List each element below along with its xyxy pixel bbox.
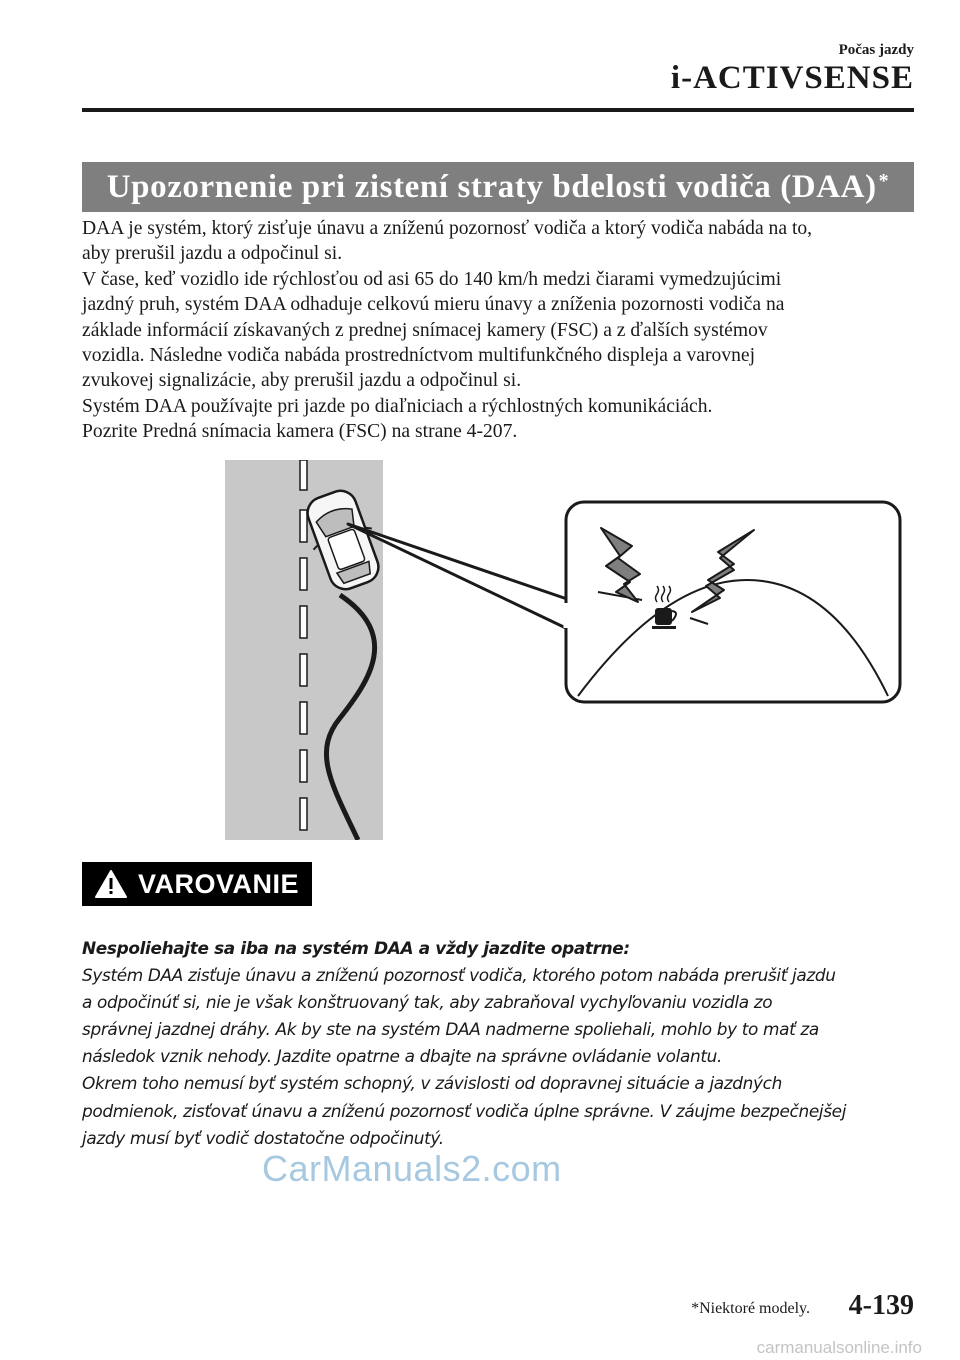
warning-line: správnej jazdnej dráhy. Ak by ste na systém DAA nadmerne spoliehali, mohlo by to mať za <box>82 1019 819 1040</box>
warning-line: jazdy musí byť vodič dostatočne odpočinutý. <box>82 1127 444 1148</box>
page-number: 4-139 <box>848 1290 914 1321</box>
body-line: aby prerušil jazdu a odpočinul si. <box>82 243 343 265</box>
warning-line: následok vznik nehody. Jazdite opatrne a dbajte na správne ovládanie volantu. <box>82 1046 722 1067</box>
section-title-banner <box>82 162 914 212</box>
warning-triangle-icon <box>94 869 128 899</box>
body-line: V čase, keď vozidlo ide rýchlosťou od asi 65 do 140 km/h medzi čiarami vymedzujúcimi <box>82 268 782 290</box>
body-line: vozidla. Následne vodiča nabáda prostredníctvom multifunkčného displeja a varovnej <box>82 345 756 367</box>
body-line: jazdný pruh, systém DAA odhaduje celkovú mieru únavy a zníženia pozornosti vodiča na <box>82 294 785 316</box>
warning-text <box>82 935 922 1152</box>
body-text <box>82 216 914 445</box>
daa-illustration <box>220 460 920 840</box>
body-line: Systém DAA používajte pri jazde po diaľniciach a rýchlostných komunikáciách. <box>82 395 713 417</box>
section-title: Upozornenie pri zistení straty bdelosti vodiča (DAA) <box>106 168 877 205</box>
warning-line: podmienok, zisťovať únavu a zníženú pozornosť vodiča úplne správne. V záujme bezpečnejšej <box>82 1100 847 1121</box>
body-line: zvukovej signalizácie, aby prerušil jazdu a odpočinul si. <box>82 370 522 392</box>
footnote-mark: * <box>878 169 890 192</box>
chapter-title: i-ACTIVSENSE <box>670 60 914 96</box>
warning-line: a odpočinúť si, nie je však konštruovaný tak, aby zabraňoval vychyľovaniu vozidla zo <box>82 992 773 1013</box>
warning-line: Systém DAA zisťuje únavu a zníženú pozornosť vodiča, ktorého potom nabáda prerušiť jazdu <box>82 965 836 986</box>
header-rule <box>82 108 914 112</box>
body-line: základe informácií získavaných z prednej snímacej kamery (FSC) a z ďalších systémov <box>82 319 768 341</box>
warning-line: Okrem toho nemusí byť systém schopný, v závislosti od dopravnej situácie a jazdných <box>82 1073 782 1094</box>
display-callout <box>566 502 900 702</box>
warning-label: VAROVANIE <box>138 868 300 899</box>
watermark: CarManuals2.com <box>262 1148 562 1189</box>
footer-site-link[interactable]: carmanualsonline.info <box>756 1338 922 1357</box>
warning-heading: Nespoliehajte sa iba na systém DAA a vždy jazdite opatrne: <box>82 938 630 958</box>
warning-label-box <box>82 862 312 906</box>
footnote: *Niektoré modely. <box>691 1300 810 1317</box>
body-line: DAA je systém, ktorý zisťuje únavu a zníženú pozornosť vodiča a ktorý vodiča nabáda na to, <box>82 218 813 239</box>
running-head: Počas jazdy <box>838 42 914 58</box>
cross-reference: Pozrite Predná snímacia kamera (FSC) na strane 4-207. <box>82 421 518 443</box>
